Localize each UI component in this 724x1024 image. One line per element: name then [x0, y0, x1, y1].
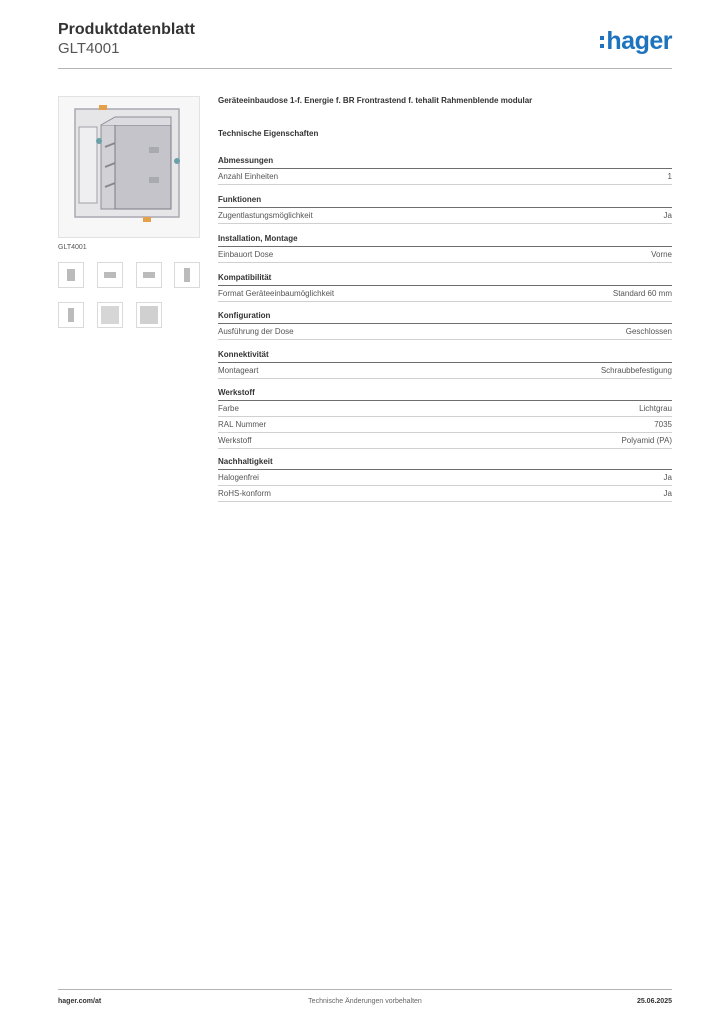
drawing-thumbnail-side-2[interactable]: [58, 302, 84, 328]
product-image: [58, 96, 200, 238]
drawing-thumbnail-side[interactable]: [174, 262, 200, 288]
page-header: [58, 20, 672, 68]
header-divider: [58, 68, 672, 69]
mounting-box-illustration-icon: [59, 97, 199, 237]
table-row: Werkstoff Polyamid (PA): [218, 433, 672, 449]
footer-website-link[interactable]: hager.com/at: [58, 998, 102, 1005]
logo-dots-icon: [600, 28, 604, 52]
image-caption: GLT4001: [58, 244, 87, 251]
footer-divider: [58, 989, 672, 990]
section-configuration: Konfiguration Ausführung der Dose Geschlossen: [218, 309, 672, 340]
section-dimensions: Abmessungen Anzahl Einheiten 1: [218, 154, 672, 185]
brand-logo: hager: [600, 28, 672, 54]
table-row: Montageart Schraubbefestigung: [218, 363, 672, 379]
product-name: Geräteeinbaudose 1-f. Energie f. BR Frontrastend f. tehalit Rahmenblende modular: [218, 96, 533, 105]
table-row: Format Geräteeinbaumöglichkeit Standard 60 mm: [218, 286, 672, 302]
photo-thumbnail-1[interactable]: [97, 302, 123, 328]
table-row: RAL Nummer 7035: [218, 417, 672, 433]
section-functions: Funktionen Zugentlastungsmöglichkeit Ja: [218, 193, 672, 224]
drawing-thumbnail-bottom[interactable]: [136, 262, 162, 288]
footer-notice: Technische Änderungen vorbehalten: [308, 998, 422, 1005]
technical-properties-title: Technische Eigenschaften: [218, 129, 319, 138]
table-row: Halogenfrei Ja: [218, 470, 672, 486]
footer-date: 25.06.2025: [636, 998, 672, 1005]
page-footer: [58, 998, 672, 1010]
drawing-thumbnail-top[interactable]: [97, 262, 123, 288]
section-connectivity: Konnektivität Montageart Schraubbefestigung: [218, 348, 672, 379]
table-row: Anzahl Einheiten 1: [218, 169, 672, 185]
table-row: Zugentlastungsmöglichkeit Ja: [218, 208, 672, 224]
table-row: RoHS-konform Ja: [218, 486, 672, 502]
table-row: Einbauort Dose Vorne: [218, 247, 672, 263]
page-title: Produktdatenblatt: [58, 21, 195, 38]
table-row: Farbe Lichtgrau: [218, 401, 672, 417]
photo-thumbnail-2[interactable]: [136, 302, 162, 328]
section-installation: Installation, Montage Einbauort Dose Vorne: [218, 232, 672, 263]
table-row: Ausführung der Dose Geschlossen: [218, 324, 672, 340]
article-number: GLT4001: [58, 40, 120, 57]
drawing-thumbnail-front[interactable]: [58, 262, 84, 288]
section-material: Werkstoff Farbe Lichtgrau RAL Nummer 7035 Werkstoff Polyamid (PA): [218, 386, 672, 449]
section-sustainability: Nachhaltigkeit Halogenfrei Ja RoHS-konform Ja: [218, 455, 672, 502]
section-compatibility: Kompatibilität Format Geräteeinbaumöglichkeit Standard 60 mm: [218, 271, 672, 302]
